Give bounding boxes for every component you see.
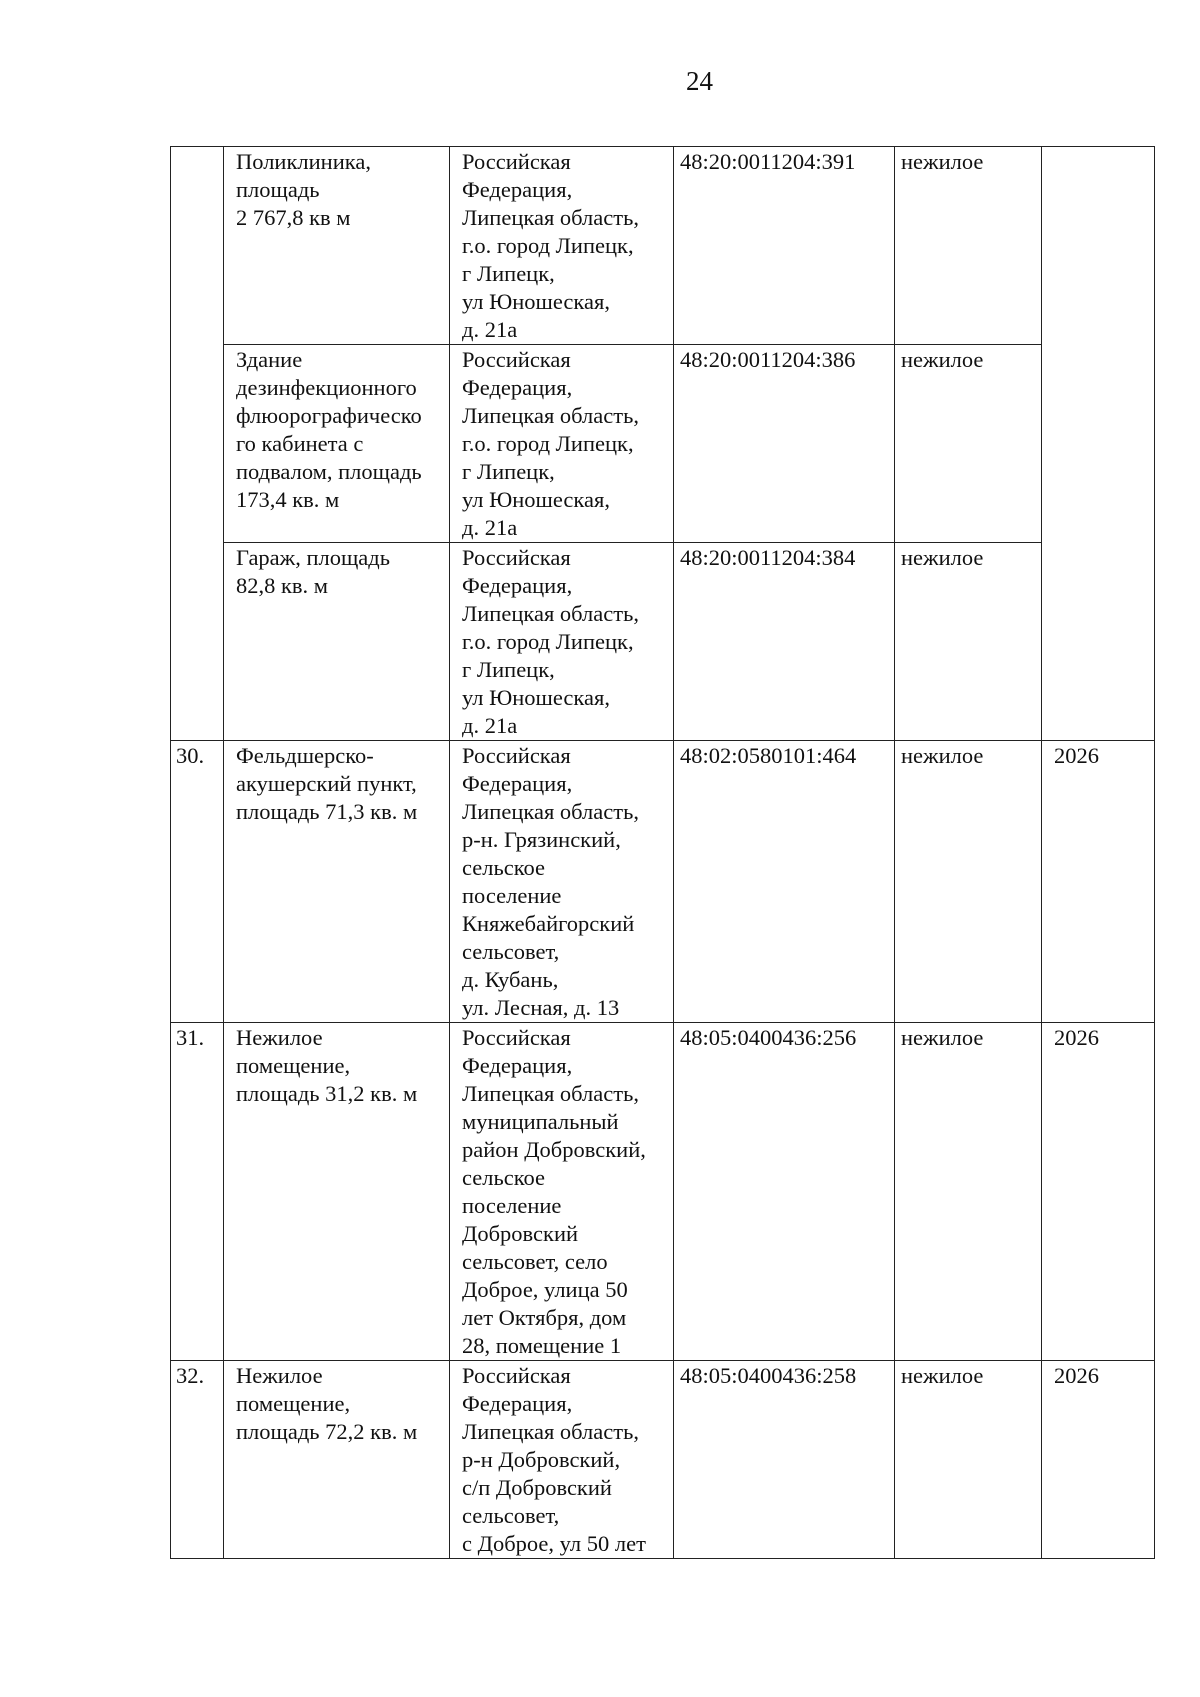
row-number-cell xyxy=(171,147,224,741)
object-name-cell: Здание дезинфекционного флюорографическо го кабинета с подвалом, площадь 173,4 кв. м xyxy=(224,345,450,543)
address-cell: Российская Федерация, Липецкая область, г.о. город Липецк, г Липецк, ул Юношеская, д. 21а xyxy=(450,345,674,543)
page-number: 24 xyxy=(686,66,713,96)
table-row xyxy=(171,543,1155,741)
object-name-cell: Фельдшерско- акушерский пункт, площадь 71,3 кв. м xyxy=(224,741,450,1023)
row-number-cell: 31. xyxy=(171,1023,224,1361)
object-type-cell: нежилое xyxy=(895,1023,1042,1361)
object-name-cell: Гараж, площадь 82,8 кв. м xyxy=(224,543,450,741)
year-cell: 2026 xyxy=(1042,1023,1155,1361)
year-cell: 2026 xyxy=(1042,741,1155,1023)
address-cell: Российская Федерация, Липецкая область, г.о. город Липецк, г Липецк, ул Юношеская, д. 21а xyxy=(450,147,674,345)
cadastral-number-cell: 48:20:0011204:384 xyxy=(674,543,895,741)
object-type-cell: нежилое xyxy=(895,543,1042,741)
object-type-cell: нежилое xyxy=(895,741,1042,1023)
address-cell: Российская Федерация, Липецкая область, р-н Добровский, с/п Добровский сельсовет, с Доброе, ул 50 лет xyxy=(450,1361,674,1559)
object-type-cell: нежилое xyxy=(895,345,1042,543)
row-number-cell: 32. xyxy=(171,1361,224,1559)
object-type-cell: нежилое xyxy=(895,1361,1042,1559)
object-name-cell: Поликлиника, площадь 2 767,8 кв м xyxy=(224,147,450,345)
address-cell: Российская Федерация, Липецкая область, муниципальный район Добровский, сельское поселение Добровский сельсовет, село Доброе, улица 50 лет Октября, дом 28, помещение 1 xyxy=(450,1023,674,1361)
table-row xyxy=(171,147,1155,345)
cadastral-number-cell: 48:05:0400436:258 xyxy=(674,1361,895,1559)
cadastral-number-cell: 48:20:0011204:386 xyxy=(674,345,895,543)
year-cell xyxy=(1042,147,1155,741)
table-row xyxy=(171,1361,1155,1559)
cadastral-number-cell: 48:20:0011204:391 xyxy=(674,147,895,345)
table-row xyxy=(171,741,1155,1023)
cadastral-number-cell: 48:05:0400436:256 xyxy=(674,1023,895,1361)
address-cell: Российская Федерация, Липецкая область, р-н. Грязинский, сельское поселение Княжебайгорский сельсовет, д. Кубань, ул. Лесная, д. 13 xyxy=(450,741,674,1023)
year-cell: 2026 xyxy=(1042,1361,1155,1559)
object-name-cell: Нежилое помещение, площадь 31,2 кв. м xyxy=(224,1023,450,1361)
cadastral-number-cell: 48:02:0580101:464 xyxy=(674,741,895,1023)
table-row xyxy=(171,1023,1155,1361)
object-name-cell: Нежилое помещение, площадь 72,2 кв. м xyxy=(224,1361,450,1559)
property-registry-table xyxy=(170,146,1155,1559)
object-type-cell: нежилое xyxy=(895,147,1042,345)
row-number-cell: 30. xyxy=(171,741,224,1023)
table-row xyxy=(171,345,1155,543)
address-cell: Российская Федерация, Липецкая область, г.о. город Липецк, г Липецк, ул Юношеская, д. 21а xyxy=(450,543,674,741)
